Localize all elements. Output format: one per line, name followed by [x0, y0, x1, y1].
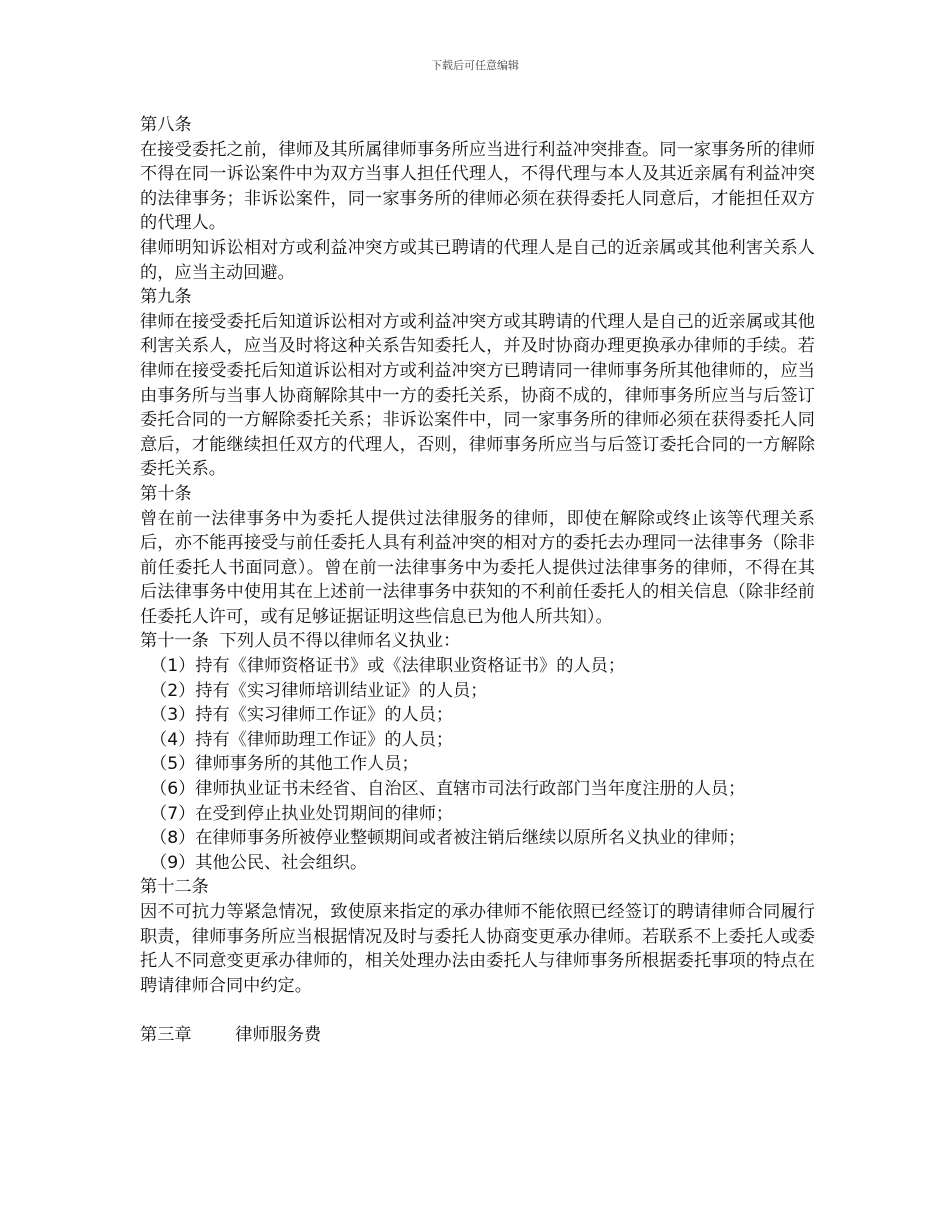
- article-11-title: 第十一条 下列人员不得以律师名义执业：: [140, 631, 461, 652]
- article-9-title: 第九条: [140, 287, 192, 308]
- article-11-item-1: （1）持有《律师资格证书》或《法律职业资格证书》的人员；: [150, 656, 626, 677]
- article-10-title: 第十条: [140, 483, 192, 504]
- article-8-paragraph-1: 在接受委托之前，律师及其所属律师事务所应当进行利益冲突排查。同一家事务所的律师不得在同一诉讼案件中为双方当事人担任代理人，不得代理与本人及其近亲属有利益冲突的法律事务；非诉讼案件，同一家事务所的律师必须在获得委托人同意后，才能担任双方的代理人。: [140, 139, 815, 234]
- article-11-item-8: （8）在律师事务所被停业整顿期间或者被注销后继续以原所名义执业的律师；: [150, 828, 746, 849]
- chapter-3-title: 第三章 律师服务费: [140, 1024, 322, 1045]
- article-12-title: 第十二条: [140, 877, 209, 898]
- article-11-item-5: （5）律师事务所的其他工作人员；: [150, 754, 419, 775]
- article-8-paragraph-2: 律师明知诉讼相对方或利益冲突方或其已聘请的代理人是自己的近亲属或其他利害关系人的，应当主动回避。: [140, 237, 815, 283]
- article-8-title: 第八条: [140, 115, 192, 135]
- article-11-item-7: （7）在受到停止执业处罚期间的律师；: [150, 803, 454, 824]
- article-11-item-3: （3）持有《实习律师工作证》的人员；: [150, 705, 454, 726]
- article-11-item-9: （9）其他公民、社会组织。: [150, 852, 368, 873]
- page-header: 下载后可任意编辑: [431, 59, 519, 72]
- article-11-item-6: （6）律师执业证书未经省、自治区、直辖市司法行政部门当年度注册的人员；: [150, 779, 746, 800]
- article-11-item-4: （4）持有《律师助理工作证》的人员；: [150, 729, 454, 750]
- article-9-paragraph-1: 律师在接受委托后知道诉讼相对方或利益冲突方或其聘请的代理人是自己的近亲属或其他利害关系人，应当及时将这种关系告知委托人，并及时协商办理更换承办律师的手续。若律师在接受委托后知道诉讼相对方或利益冲突方已聘请同一律师事务所其他律师的，应当由事务所与当事人协商解除其中一方的委托关系，协商不成的，律师事务所应当与后签订委托合同的一方解除委托关系；非诉讼案件中，同一家事务所的律师必须在获得委托人同意后，才能继续担任双方的代理人，否则，律师事务所应当与后签订委托合同的一方解除委托关系。: [140, 311, 815, 480]
- document-body: [140, 113, 815, 1048]
- article-10-paragraph-1: 曾在前一法律事务中为委托人提供过法律服务的律师，即使在解除或终止该等代理关系后，亦不能再接受与前任委托人具有利益冲突的相对方的委托去办理同一法律事务（除非前任委托人书面同意）。曾在前一法律事务中为委托人提供过法律事务的律师，不得在其后法律事务中使用其在上述前一法律事务中获知的不利前任委托人的相关信息（除非经前任委托人许可，或有足够证据证明这些信息已为他人所共知）。: [140, 508, 815, 627]
- article-11-item-2: （2）持有《实习律师培训结业证》的人员；: [150, 680, 488, 701]
- article-12-paragraph-1: 因不可抗力等紧急情况，致使原来指定的承办律师不能依照已经签订的聘请律师合同履行职责，律师事务所应当根据情况及时与委托人协商变更承办律师。若联系不上委托人或委托人不同意变更承办律师的，相关处理办法由委托人与律师事务所根据委托事项的特点在聘请律师合同中约定。: [140, 902, 815, 996]
